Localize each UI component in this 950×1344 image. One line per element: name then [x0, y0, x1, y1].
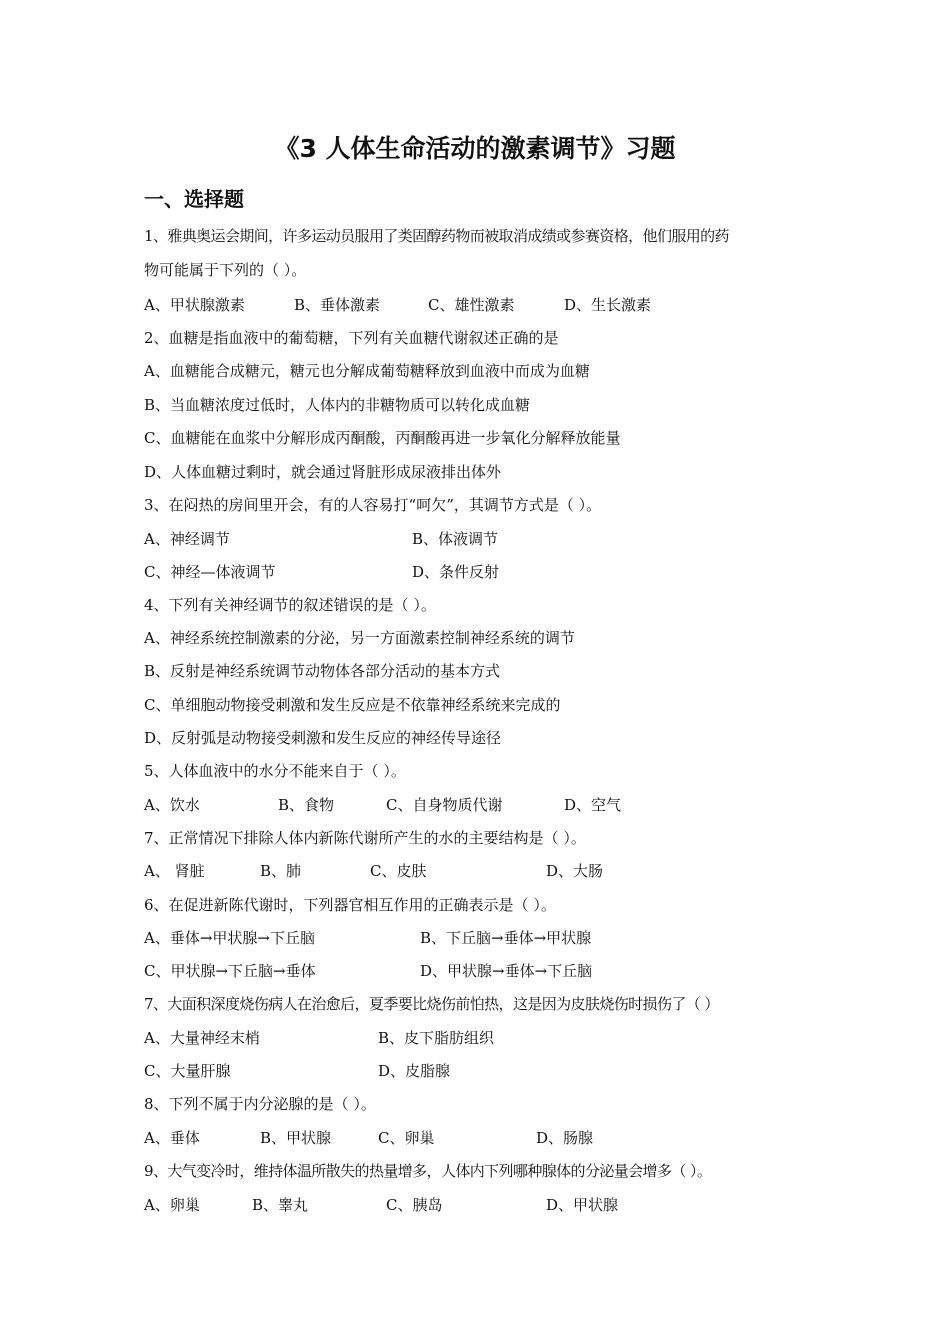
- q8-option-b: B、甲状腺: [260, 1129, 332, 1147]
- q9-option-c: C、胰岛: [386, 1196, 443, 1214]
- q6-options-row2: [144, 960, 844, 982]
- q7b-stem: 7、大面积深度烧伤病人在治愈后，夏季要比烧伤前怕热，这是因为皮肤烧伤时损伤了（ ）: [144, 995, 719, 1013]
- q2-option-c: C、血糖能在血浆中分解形成丙酮酸，丙酮酸再进一步氧化分解释放能量: [144, 429, 621, 447]
- q1-stem-line2: 物可能属于下列的（ ）。: [144, 261, 307, 279]
- q6-stem: 6、在促进新陈代谢时，下列器官相互作用的正确表示是（ ）。: [144, 896, 556, 914]
- q7a-option-c: C、皮肤: [370, 862, 427, 880]
- q2-option-d: D、人体血糖过剩时，就会通过肾脏形成尿液排出体外: [144, 463, 502, 481]
- q5-option-b: B、食物: [278, 796, 335, 814]
- q3-option-a: A、神经调节: [144, 530, 230, 548]
- q7b-option-a: A、大量神经末梢: [144, 1029, 260, 1047]
- q4-option-c: C、单细胞动物接受刺激和发生反应是不依靠神经系统来完成的: [144, 696, 561, 714]
- q7a-option-d: D、大肠: [546, 862, 604, 880]
- q8-stem: 8、下列不属于内分泌腺的是（ ）。: [144, 1095, 376, 1113]
- q4-option-b: B、反射是神经系统调节动物体各部分活动的基本方式: [144, 662, 501, 680]
- q5-option-d: D、空气: [564, 796, 622, 814]
- q1-option-d: D、生长激素: [564, 296, 652, 314]
- document-title: 《3 人体生命活动的激素调节》习题: [274, 134, 676, 163]
- q8-option-a: A、垂体: [144, 1129, 200, 1147]
- q4-stem: 4、下列有关神经调节的叙述错误的是（ ）。: [144, 596, 436, 614]
- q5-option-a: A、饮水: [144, 796, 200, 814]
- q7b-option-c: C、大量肝腺: [144, 1062, 231, 1080]
- q6-options-row1: [144, 927, 844, 949]
- q1-option-c: C、雄性激素: [428, 296, 515, 314]
- q8-option-d: D、肠腺: [536, 1129, 594, 1147]
- q2-option-b: B、当血糖浓度过低时，人体内的非糖物质可以转化成血糖: [144, 396, 531, 414]
- q9-option-d: D、甲状腺: [546, 1196, 619, 1214]
- q9-options-row: [144, 1194, 844, 1216]
- q8-options-row: [144, 1127, 844, 1149]
- q5-stem: 5、人体血液中的水分不能来自于（ ）。: [144, 762, 406, 780]
- section-heading: 一、选择题: [144, 187, 244, 211]
- q1-options-row: [144, 294, 844, 316]
- q6-option-c: C、甲状腺→下丘脑→垂体: [144, 962, 316, 980]
- q7b-option-b: B、皮下脂肪组织: [378, 1029, 495, 1047]
- q7b-option-d: D、皮脂腺: [378, 1062, 451, 1080]
- q6-option-a: A、垂体→甲状腺→下丘脑: [144, 929, 315, 947]
- q3-options-row2: [144, 561, 844, 583]
- q4-option-d: D、反射弧是动物接受刺激和发生反应的神经传导途径: [144, 729, 502, 747]
- q3-option-d: D、条件反射: [412, 563, 500, 581]
- q6-option-d: D、甲状腺→垂体→下丘脑: [420, 962, 593, 980]
- q9-option-b: B、睾丸: [252, 1196, 309, 1214]
- q1-option-a: A、甲状腺激素: [144, 296, 245, 314]
- q7a-option-b: B、肺: [260, 862, 302, 880]
- q9-option-a: A、卵巢: [144, 1196, 200, 1214]
- q9-stem: 9、大气变冷时，维持体温所散失的热量增多，人体内下列哪种腺体的分泌量会增多（ ）。: [144, 1162, 712, 1180]
- q2-stem: 2、血糖是指血液中的葡萄糖，下列有关血糖代谢叙述正确的是: [144, 329, 559, 347]
- q1-option-b: B、垂体激素: [294, 296, 381, 314]
- q7b-options-row1: [144, 1027, 844, 1049]
- q2-option-a: A、血糖能合成糖元，糖元也分解成葡萄糖释放到血液中而成为血糖: [144, 362, 590, 380]
- q7a-stem: 7、正常情况下排除人体内新陈代谢所产生的水的主要结构是（ ）。: [144, 829, 586, 847]
- q6-option-b: B、下丘脑→垂体→甲状腺: [420, 929, 592, 947]
- q7a-option-a: A、 肾脏: [144, 862, 205, 880]
- q7b-options-row2: [144, 1060, 844, 1082]
- q5-option-c: C、自身物质代谢: [386, 796, 503, 814]
- q4-option-a: A、神经系统控制激素的分泌，另一方面激素控制神经系统的调节: [144, 629, 575, 647]
- q3-stem: 3、在闷热的房间里开会，有的人容易打“呵欠”，其调节方式是（ ）。: [144, 496, 602, 514]
- q8-option-c: C、卵巢: [378, 1129, 435, 1147]
- q5-options-row: [144, 794, 844, 816]
- q3-options-row1: [144, 528, 844, 550]
- q1-stem-line1: 1、雅典奥运会期间，许多运动员服用了类固醇药物而被取消成绩或参赛资格，他们服用的药: [144, 227, 729, 245]
- q3-option-c: C、神经—体液调节: [144, 563, 276, 581]
- q3-option-b: B、体液调节: [412, 530, 499, 548]
- q7a-options-row: [144, 860, 844, 882]
